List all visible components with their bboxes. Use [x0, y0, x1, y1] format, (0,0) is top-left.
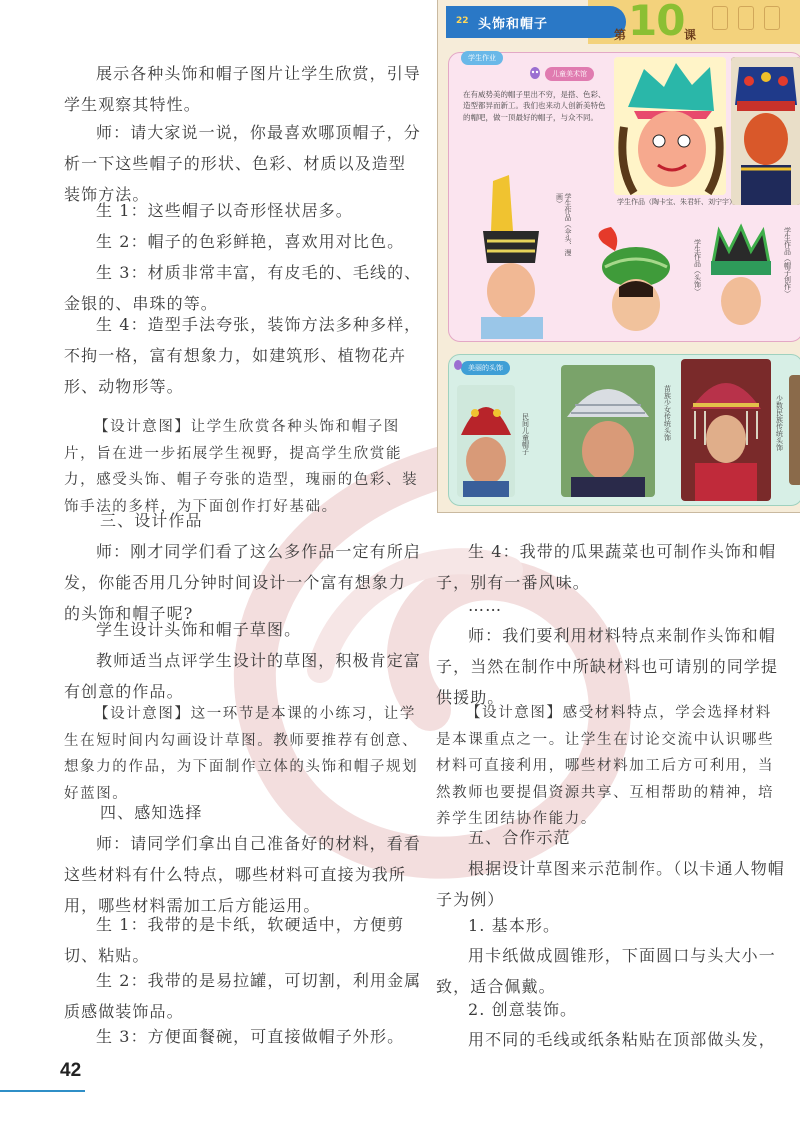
paragraph-material-bowls: 生 3：方便面餐碗，可直接做帽子外形。: [96, 1027, 405, 1046]
paragraph-teacher-comment: 教师适当点评学生设计的草图，积极肯定富有创意的作品。: [64, 651, 421, 701]
ethnic-woman-headdress-image: [681, 359, 771, 501]
deco-icon-1: [712, 6, 728, 30]
caption-miao-headdress: 苗族少女传统头饰: [663, 385, 672, 441]
cropped-photo-edge: [789, 375, 800, 485]
caption-boy-hat: 学生作品（伞头、漫画）: [555, 193, 572, 256]
section-heading-demo: 五、合作示范: [468, 828, 571, 847]
design-intent-note-2: 【设计意图】这一环节是本课的小练习，让学生在短时间内勾画设计草图。教师要推荐有创意、想象力的作品，为下面制作立体的头饰和帽子规划好蓝图。: [64, 706, 419, 802]
list-item-creative-decoration: 2. 创意装饰。: [468, 1000, 578, 1019]
section-heading-design-works: 三、设计作品: [100, 511, 203, 530]
paragraph-student-3: 生 3：材质非常丰富，有皮毛的、毛线的、金银的、串珠的等。: [64, 263, 422, 313]
paragraph-teacher-question: 师：请大家说一说，你最喜欢哪顶帽子，分析一下这些帽子的形状、色彩、材质以及造型装饰方法。: [64, 123, 421, 204]
label-children-museum: 儿童美术馆: [545, 67, 594, 81]
paragraph-demo-sketch: 根据设计草图来示范制作。（以卡通人物帽子为例）: [436, 859, 785, 909]
deco-icon-2: [738, 6, 754, 30]
paragraph-student-2: 生 2：帽子的色彩鲜艳，喜欢用对比色。: [96, 232, 405, 251]
paragraph-student-4: 生 4：造型手法夸张，装饰方法多种多样，不拘一格，富有想象力，如建筑形、植物花卉形、动物形等。: [64, 315, 422, 396]
section-heading-perceive-select: 四、感知选择: [100, 803, 203, 822]
lesson-suffix: 课: [684, 28, 697, 42]
paragraph-yarn-hair: 用不同的毛线或纸条粘贴在顶部做头发，: [468, 1030, 776, 1049]
paragraph-student-1: 生 1：这些帽子以奇形怪状居多。: [96, 201, 353, 220]
boy-crown-hat-image: [707, 223, 775, 335]
paragraph-teacher-help: 师：我们要利用材料特点来制作头饰和帽子，当然在制作中所缺材料也可请别的同学提供援助。: [436, 626, 779, 707]
deco-icon-3: [764, 6, 780, 30]
lesson-number: 10: [628, 0, 685, 45]
paragraph-show-images: 展示各种头饰和帽子图片让学生欣赏，引导学生观察其特性。: [64, 64, 421, 114]
mascot-small-icon: [453, 357, 463, 371]
ornate-headdress-image: [731, 57, 800, 205]
textbook-page-number: 22: [456, 16, 469, 26]
unit-tab: [446, 6, 626, 38]
caption-boy-crown: 学生作品（帽子创作）: [783, 227, 792, 297]
paragraph-material-cans: 生 2：我带的是易拉罐，可切割，利用金属质感做装饰品。: [64, 971, 422, 1021]
folk-headdress-box: [448, 354, 800, 506]
design-intent-note-3: 【设计意图】感受材料特点，学会选择材料是本课重点之一。让学生在讨论交流中认识哪些材料可直接利用，哪些材料加工后方可利用，当然教师也要提倡资源共享、互相帮助的精神，培养学生团结协作能力。: [436, 705, 775, 828]
miao-girl-headdress-image: [561, 365, 655, 497]
list-item-basic-shape: 1. 基本形。: [468, 916, 561, 935]
caption-girl-headdress: 学生作品（头饰）: [693, 239, 702, 295]
unit-title: 头饰和帽子: [478, 17, 549, 32]
speech-bubble-text: 在有威势美的帽子里出不穷，是搭、色彩、造型都异而新工。我们也来动人创新美特色的帽吧，做一顶最好的帽子，与众不同。: [463, 89, 606, 122]
caption-student-drawing: 学生作品（陶卡宝、朱君轩、刘宁宇）: [617, 198, 736, 206]
paragraph-teacher-design: 师：刚才同学们看了这么多作品一定有所启发，你能否用几分钟时间设计一个富有想象力的头饰和帽子呢?: [64, 542, 421, 623]
paragraph-teacher-materials: 师：请同学们拿出自己准备好的材料，看看这些材料有什么特点，哪些材料可直接为我所用，哪些材料需加工后方能运用。: [64, 834, 421, 915]
lesson-prefix: 第: [614, 28, 627, 42]
student-works-box: [448, 52, 800, 342]
label-appreciate: 美丽的头饰: [461, 361, 510, 375]
textbook-page-panel: [437, 0, 800, 513]
design-intent-note-1: 【设计意图】让学生欣赏各种头饰和帽子图片，旨在进一步拓展学生视野，提高学生欣赏能力，感受头饰、帽子夸张的造型，瑰丽的色彩、装饰手法的多样，为下面创作打好基础。: [64, 419, 419, 515]
paragraph-student-sketch: 学生设计头饰和帽子草图。: [96, 620, 302, 639]
caption-ethnic-headdress: 少数民族传统头饰: [775, 395, 784, 451]
student-drawing-image: [614, 57, 726, 195]
boy-paper-hat-image: [463, 171, 553, 339]
paragraph-cone-shape: 用卡纸做成圆锥形，下面圆口与头大小一致，适合佩戴。: [436, 946, 776, 996]
paragraph-material-cardboard: 生 1：我带的是卡纸，软硬适中，方便剪切、粘贴。: [64, 915, 405, 965]
child-folk-hat-image: [457, 385, 515, 497]
caption-folk-child-hat: 民间儿童帽子: [521, 413, 530, 455]
page-number: 42: [60, 1060, 82, 1081]
paragraph-student-4-vegetables: 生 4：我带的瓜果蔬菜也可制作头饰和帽子，别有一番风味。: [436, 542, 777, 592]
ellipsis: ……: [468, 596, 503, 615]
girl-watermelon-hat-image: [581, 223, 691, 335]
label-student-work: 学生作业: [461, 51, 503, 65]
monster-mascot-icon: [529, 65, 541, 79]
page-number-rule: [0, 1090, 85, 1092]
